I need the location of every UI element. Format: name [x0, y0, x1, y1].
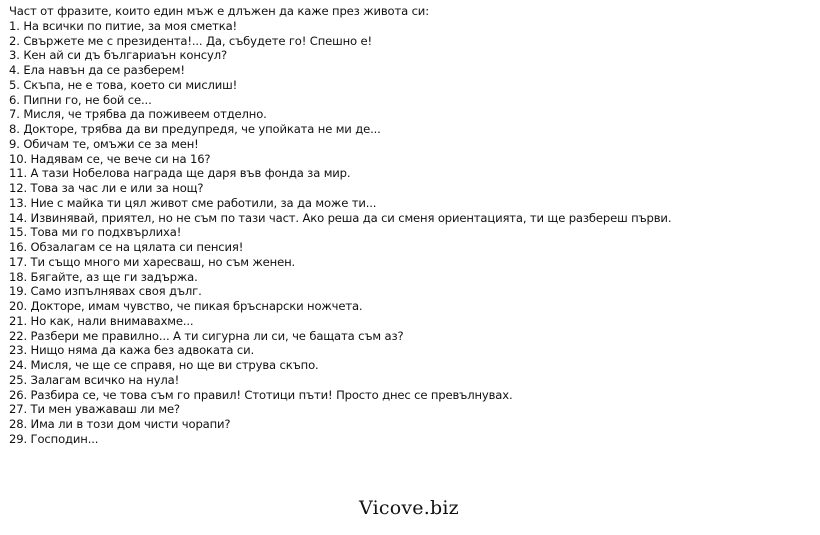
phrase-number: 1.	[9, 18, 20, 33]
phrase-text: Ти мен уважаваш ли ме?	[30, 402, 180, 417]
phrase-text: Господин...	[30, 431, 99, 446]
phrase-text: Свържете ме с президента!... Да, събудете го! Спешно е!	[23, 33, 372, 48]
phrase-text: Надявам се, че вече си на 16?	[30, 151, 211, 166]
phrase-item	[9, 34, 814, 49]
phrase-item	[9, 240, 814, 255]
phrase-item	[9, 93, 814, 108]
phrase-number: 20.	[9, 299, 27, 313]
phrase-text: Докторе, трябва да ви предупредя, че упойката не ми де...	[23, 122, 381, 136]
phrase-number: 24.	[9, 358, 27, 372]
phrase-item	[9, 388, 814, 403]
phrase-item	[9, 122, 814, 137]
phrase-number: 28.	[9, 417, 27, 431]
phrase-number: 29.	[9, 431, 27, 446]
phrase-item	[9, 152, 814, 167]
phrase-text: Нищо няма да кажа без адвоката си.	[30, 343, 255, 358]
phrase-text: Ние с майка ти цял живот сме работили, за да може ти...	[30, 195, 377, 210]
phrase-item	[9, 270, 814, 285]
phrase-text: Само изпълнявах своя дълг.	[30, 284, 202, 299]
phrase-text: Разбери ме правилно... А ти сигурна ли си, че бащата съм аз?	[30, 328, 404, 343]
phrase-number: 6.	[9, 92, 20, 107]
phrase-number: 13.	[9, 195, 27, 210]
phrase-text: Залагам всичко на нула!	[30, 372, 180, 387]
phrase-item	[9, 299, 814, 314]
site-watermark: Vicove.biz	[359, 497, 459, 519]
phrase-text: Обзалагам се на цялата си пенсия!	[30, 240, 244, 254]
phrase-text: А тази Нобелова награда ще даря във фонда за мир.	[30, 166, 351, 181]
phrase-item	[9, 225, 814, 240]
phrase-number: 27.	[9, 402, 27, 417]
phrase-number: 2.	[9, 33, 20, 48]
phrase-number: 8.	[9, 122, 20, 136]
phrase-text: Ти също много ми харесваш, но съм женен.	[30, 254, 296, 269]
phrase-text: На всички по питие, за моя сметка!	[23, 18, 238, 33]
phrase-text: Но как, нали внимавахме...	[30, 313, 194, 328]
phrase-text: Има ли в този дом чисти чорапи?	[30, 417, 231, 431]
phrase-number: 25.	[9, 372, 27, 387]
phrase-text: Ела навън да се разберем!	[23, 63, 185, 77]
phrase-item	[9, 284, 814, 299]
phrase-number: 22.	[9, 328, 27, 343]
phrase-number: 9.	[9, 136, 20, 151]
phrase-text: Кен ай си дъ българиаън консул?	[23, 48, 227, 63]
phrase-item	[9, 358, 814, 373]
phrase-number: 23.	[9, 343, 27, 358]
phrase-item	[9, 78, 814, 93]
phrase-text: Извинявай, приятел, но не съм по тази част. Ако реша да си сменя ориентацията, ти ще разбереш първи.	[30, 210, 672, 225]
phrase-item	[9, 48, 814, 63]
phrase-number: 3.	[9, 48, 20, 63]
document-content	[9, 4, 814, 447]
phrase-number: 19.	[9, 284, 27, 299]
phrase-item	[9, 255, 814, 270]
phrase-item	[9, 196, 814, 211]
phrase-text: Разбира се, че това съм го правил! Стотици пъти! Просто днес се превълнувах.	[30, 387, 513, 402]
phrase-number: 14.	[9, 210, 27, 225]
phrase-item	[9, 137, 814, 152]
phrase-text: Това за час ли е или за нощ?	[30, 181, 204, 195]
phrase-number: 4.	[9, 63, 20, 77]
phrase-item	[9, 432, 814, 447]
phrase-item	[9, 402, 814, 417]
phrase-item	[9, 329, 814, 344]
phrase-number: 15.	[9, 225, 27, 240]
phrase-number: 16.	[9, 240, 27, 254]
phrase-text: Бягайте, аз ще ги задържа.	[30, 269, 198, 284]
phrase-list	[9, 19, 814, 447]
phrase-number: 21.	[9, 313, 27, 328]
phrase-item	[9, 417, 814, 432]
phrase-text: Това ми го подхвърлиха!	[30, 225, 182, 240]
phrase-item	[9, 314, 814, 329]
phrase-item	[9, 343, 814, 358]
phrase-number: 10.	[9, 151, 27, 166]
phrase-number: 5.	[9, 77, 20, 92]
phrase-item	[9, 63, 814, 78]
phrase-item	[9, 19, 814, 34]
phrase-number: 11.	[9, 166, 27, 181]
phrase-text: Докторе, имам чувство, че пикая бръснарски ножчета.	[30, 299, 363, 313]
phrase-text: Мисля, че ще се справя, но ще ви струва скъпо.	[30, 358, 319, 372]
phrase-item	[9, 373, 814, 388]
phrase-item	[9, 166, 814, 181]
phrase-number: 18.	[9, 269, 27, 284]
phrase-item	[9, 107, 814, 122]
phrase-number: 7.	[9, 107, 20, 122]
phrase-item	[9, 181, 814, 196]
phrase-number: 12.	[9, 181, 27, 195]
phrase-text: Обичам те, омъжи се за мен!	[23, 136, 199, 151]
phrase-number: 26.	[9, 387, 27, 402]
document-title: Част от фразите, които един мъж е длъжен да каже през живота си:	[9, 4, 429, 18]
phrase-number: 17.	[9, 254, 27, 269]
phrase-text: Скъпа, не е това, което си мислиш!	[23, 77, 238, 92]
phrase-text: Пипни го, не бой се...	[23, 92, 152, 107]
phrase-text: Мисля, че трябва да поживеем отделно.	[23, 107, 267, 122]
phrase-item	[9, 211, 814, 226]
